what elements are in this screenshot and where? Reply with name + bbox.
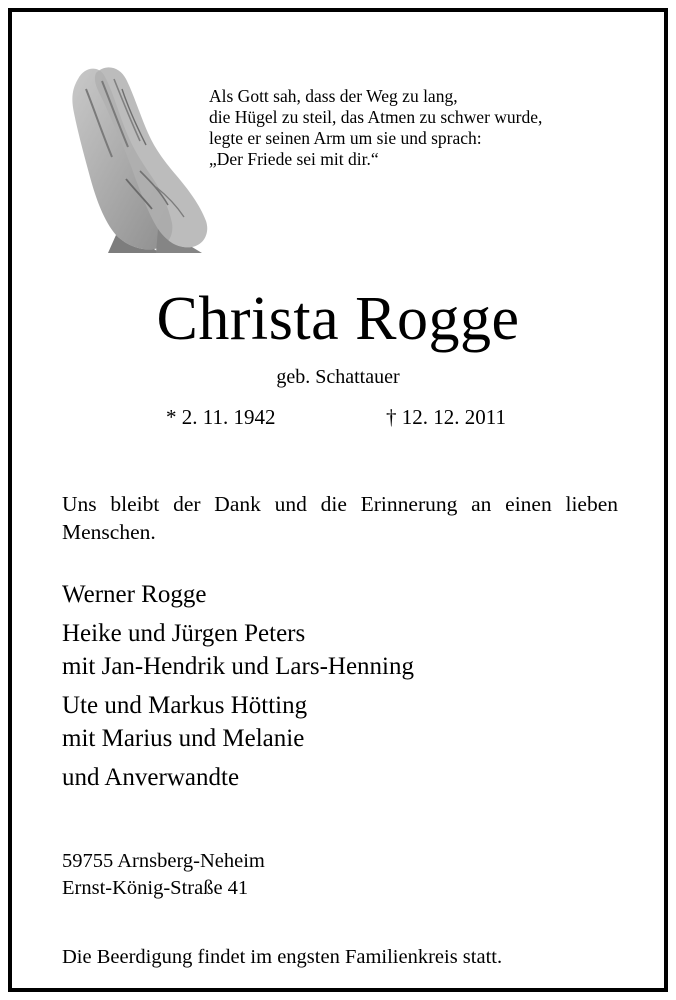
family-member: und Anverwandte — [62, 764, 240, 791]
family-member: mit Jan-Hendrik und Lars-Henning — [62, 653, 415, 680]
family-member: Heike und Jürgen Peters — [62, 620, 306, 647]
address-city: 59755 Arnsberg-Neheim — [62, 850, 265, 872]
family-member: Werner Rogge — [62, 581, 207, 608]
thanks-text: Uns bleibt der Dank und die Erinnerung an einen lieben Menschen. — [62, 492, 618, 544]
poem-line: legte er seinen Arm um sie und sprach: — [209, 128, 482, 148]
address-street: Ernst-König-Straße 41 — [62, 877, 249, 899]
poem-line: Als Gott sah, dass der Weg zu lang, — [209, 86, 458, 106]
address-block — [62, 848, 265, 902]
poem-block — [209, 86, 542, 170]
family-member: mit Marius und Melanie — [62, 725, 305, 752]
family-list — [62, 578, 414, 794]
obituary-frame — [8, 8, 668, 992]
poem-line: die Hügel zu steil, das Atmen zu schwer wurde, — [209, 107, 543, 127]
birth-date: * 2. 11. 1942 — [166, 405, 276, 429]
praying-hands-icon — [56, 59, 212, 253]
maiden-name: geb. Schattauer — [276, 366, 400, 388]
deceased-name: Christa Rogge — [156, 285, 520, 353]
death-date: † 12. 12. 2011 — [386, 405, 506, 429]
poem-line: „Der Friede sei mit dir.“ — [209, 149, 379, 169]
family-member: Ute und Markus Hötting — [62, 692, 308, 719]
funeral-note: Die Beerdigung findet im engsten Familienkreis statt. — [62, 946, 503, 968]
